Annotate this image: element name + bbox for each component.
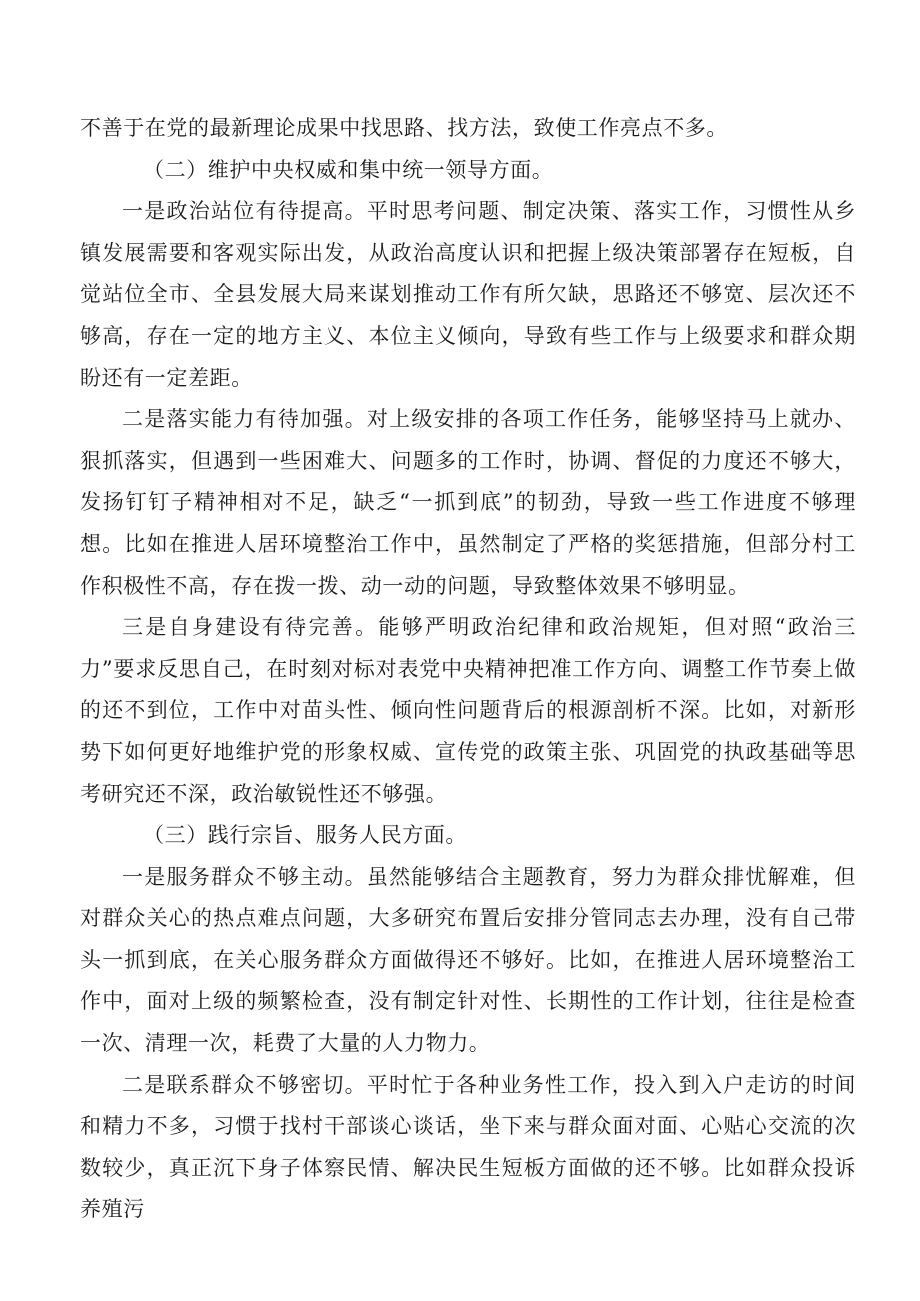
section-heading-2: （二）维护中央权威和集中统一领导方面。 xyxy=(143,157,554,182)
section-heading-3: （三）践行宗旨、服务人民方面。 xyxy=(143,823,467,848)
paragraph-implementation: 二是落实能力有待加强。对上级安排的各项工作任务，能够坚持马上就办、狠抓落实，但遇到一些困难大、问题多的工作时，协调、督促的力度还不够大，发扬钉钉子精神相对不足，缺乏“一抓到底”的韧劲，导致一些工作进度不够理想。比如在推进人居环境整治工作中，虽然制定了严格的奖惩措施，但部分村工作积极性不高，存在拨一拨、动一动的问题，导致整体效果不够明显。 xyxy=(80,407,856,598)
paragraph-political-stance: 一是政治站位有待提高。平时思考问题、制定决策、落实工作，习惯性从乡镇发展需要和客观实际出发，从政治高度认识和把握上级决策部署存在短板，自觉站位全市、全县发展大局来谋划推动工作有所欠缺，思路还不够宽、层次还不够高，存在一定的地方主义、本位主义倾向，导致有些工作与上级要求和群众期盼还有一定差距。 xyxy=(80,199,856,390)
paragraph-serving-masses: 一是服务群众不够主动。虽然能够结合主题教育，努力为群众排忧解难，但对群众关心的热点难点问题，大多研究布置后安排分管同志去办理，没有自己带头一抓到底，在关心服务群众方面做得还不够好。比如，在推进人居环境整治工作中，面对上级的频繁检查，没有制定针对性、长期性的工作计划，往往是检查一次、清理一次，耗费了大量的人力物力。 xyxy=(80,864,856,1056)
paragraph-self-building: 三是自身建设有待完善。能够严明政治纪律和政治规矩，但对照“政治三力”要求反思自己，在时刻对标对表党中央精神把准工作方向、调整工作节奏上做的还不到位，工作中对苗头性、倾向性问题背后的根源剖析不深。比如，对新形势下如何更好地维护党的形象权威、宣传党的政策主张、巩固党的执政基础等思考研究还不深，政治敏锐性还不够强。 xyxy=(80,615,856,806)
paragraph-contacting-masses: 二是联系群众不够密切。平时忙于各种业务性工作，投入到入户走访的时间和精力不多，习惯于找村干部谈心谈话，坐下来与群众面对面、心贴心交流的次数较少，真正沉下身子体察民情、解决民生短板方面做的还不够。比如群众投诉养殖污 xyxy=(80,1072,856,1222)
paragraph-continuation: 不善于在党的最新理论成果中找思路、找方法，致使工作亮点不多。 xyxy=(80,116,728,140)
document-body xyxy=(80,108,856,1231)
